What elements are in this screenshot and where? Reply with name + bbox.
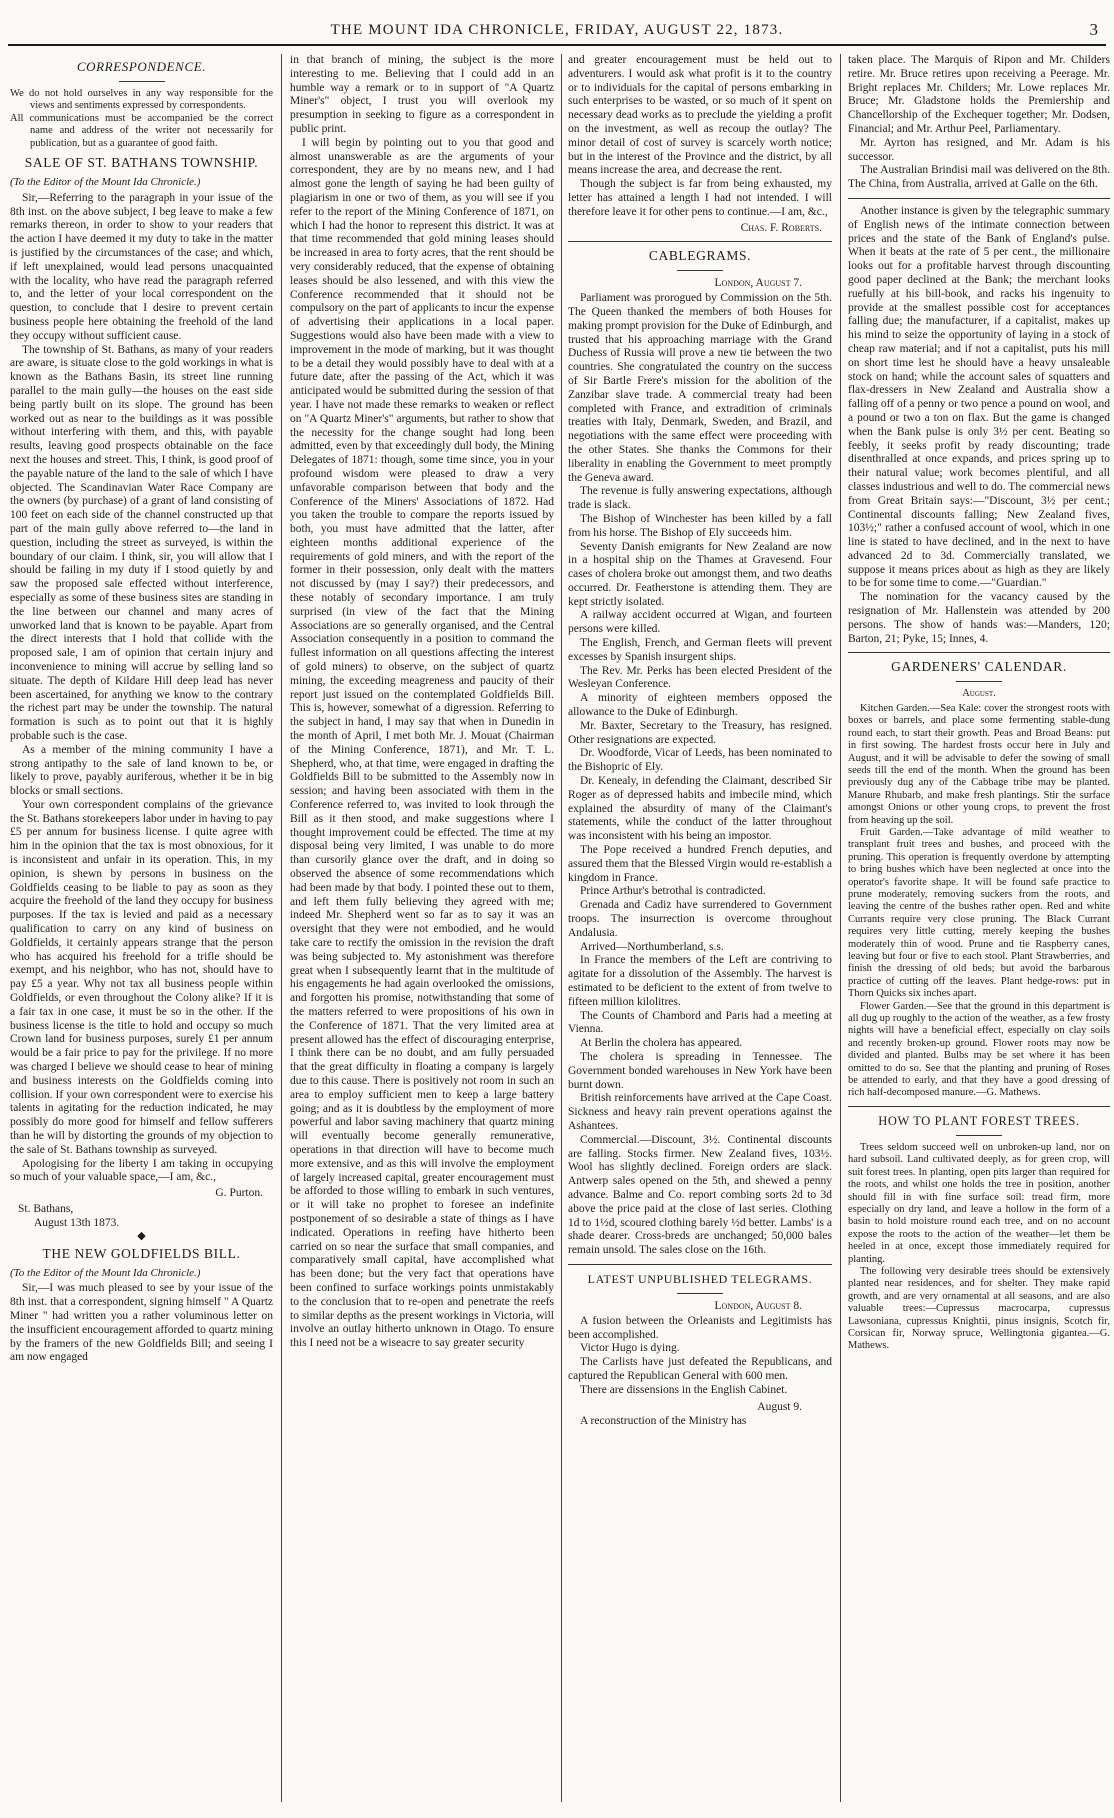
forest-paragraph: The following very desirable trees should be extensively planted near residences, and for shelter. They make rapid growth, and are very ornamental at all seasons, and are also valuable trees:—Cupressus macrocarpa, cupressus Lawsoniana, cupressus Knightii, pinus insignis, Scotch fir, Corsican fir, Norway spruce, Wellingtonia gigantea.—G. Mathews.: [848, 1265, 1110, 1352]
editor-address: (To the Editor of the Mount Ida Chronicle.): [10, 176, 201, 189]
divider: [568, 241, 832, 242]
news-item: Victor Hugo is dying.: [580, 1342, 680, 1355]
dateline: London, August 8.: [714, 1299, 802, 1312]
letter-paragraph: Though the subject is far from being exhausted, my letter has attained a length I had not intended. I will therefore leave it for other pens to continue.—I am, &c.,: [568, 178, 832, 218]
news-item: A railway accident occurred at Wigan, and fourteen persons were killed.: [568, 609, 832, 636]
letter-title: SALE OF ST. BATHANS TOWNSHIP.: [24, 155, 259, 171]
news-item: In France the members of the Left are contriving to agitate for a dissolution of the Assembly. The harvest is estimated to be deficient to the extent of from twelve to fifteen million kilolitres.: [568, 954, 832, 1008]
letter-paragraph: Sir,—Referring to the paragraph in your issue of the 8th inst. on the above subject, I beg leave to make a few remarks thereon, in order to show to your readers that the action I have deemed it my duty to take in the matter is justified by the circumstances of the case; and which, if left unexplained, would lead persons unacquainted with the locality, who have read the paragraph referred to, and the letter of your local correspondent on the question, to conclude that I desire to prevent certain business people here obtaining the freehold of the land they occupy without sufficient cause.: [10, 191, 273, 342]
news-item: A fusion between the Orleanists and Legitimists has been accomplished.: [568, 1314, 832, 1341]
divider: [956, 1135, 1002, 1136]
garden-paragraph: Fruit Garden.—Take advantage of mild weather to transplant fruit trees and bushes, and proceed with the pruning. This operation is frequently overdone by attempting to bring bushes which have been neglected at once into the operator's favorite shape. It will be found safe practice to prune moderately, removing suckers from the roots, and leaving the centre of the bushes rather open. Red and white Currants require very close pruning. The Black Currant requires very little cutting, merely keeping the bushes moderately thin of wood. Prune and tie Raspberry canes, leaving but four or five to each stool. Plant Strawberries, and finish the dressing of old beds; but avoid the barbarous practice of cutting off the leaves. Plant hedge-rows: put in Thorn Quicks six inches apart.: [848, 826, 1110, 1000]
letter-paragraph: As a member of the mining community I have a strong antipathy to the sale of land known to be, or likely to prove, payably auriferous, whether it be in big blocks or small sections.: [10, 743, 273, 798]
divider: [568, 1264, 832, 1265]
masthead: [8, 16, 1106, 46]
diamond-ornament: ◆: [137, 1229, 146, 1242]
disclaimer-note: We do not hold ourselves in any way responsible for the views and sentiments expressed by correspondents.: [10, 88, 273, 112]
forest-trees-heading: HOW TO PLANT FOREST TREES.: [878, 1113, 1080, 1128]
garden-paragraph: Kitchen Garden.—Sea Kale: cover the strongest roots with boxes or barrels, and place some fermenting stable-dung round each, to start their growth. Peas and Broad Beans: put in first sowing. The hardest frosts occur here in July and August, and it will be advisable to defer the sowing of small seeds till the end of the month. When the ground has been previously dug any of the Cabbage tribe may be planted. Manure Rhubarb, and make fresh plantings. Stir the surface amongst Onions or other young crops, to prevent the frost from heaving up the soil.: [848, 702, 1110, 826]
letter-signature: Chas. F. Roberts.: [740, 221, 822, 234]
news-item: A minority of eighteen members opposed the allowance to the Duke of Edinburgh.: [568, 692, 832, 719]
letter-place: St. Bathans,: [18, 1203, 74, 1215]
forest-paragraph: Trees seldom succeed well on unbroken-up land, nor on hard subsoil. Land cultivated deeply, as for green crop, will suit forest trees. In planting, open pits larger than required for the roots, and whilst one holds the tree in position, another should fill in with fine surface soil: tread firm, more especially on dry land, and leave a hollow in the form of a basin to hold moisture round each tree, and on no account expose the roots to the action of the weather—let them be heeled in at once, except those immediately required for planting.: [848, 1141, 1110, 1265]
letter-signature: G. Purton.: [215, 1187, 263, 1200]
correspondence-heading: CORRESPONDENCE.: [76, 59, 207, 74]
divider: [677, 270, 723, 271]
letter-paragraph: Apologising for the liberty I am taking in occupying so much of your valuable space,—I am, &c.,: [10, 1157, 273, 1184]
news-item: At Berlin the cholera has appeared.: [580, 1037, 743, 1050]
divider: [848, 1106, 1110, 1107]
month-subheading: August.: [962, 688, 996, 700]
news-item: The Carlists have just defeated the Republicans, and captured the Republican General with 600 men.: [568, 1356, 832, 1382]
editor-address: (To the Editor of the Mount Ida Chronicle.): [10, 1266, 201, 1279]
column-rule: [840, 54, 841, 1802]
article-paragraph: Another instance is given by the telegraphic summary of English news of the intimate connection between prices and the state of the Bank of England's pulse. When it beats at the rate of 5 per cent., the millionaire looks out for a profitable harvest through discounting good paper declined at the Bank; the merchant looks ruefully at his bill-book, and racks his ingenuity to provide at the smallest possible cost for acceptances falling due; the manufacturer, if a capitalist, makes up his mind to seize the opportunity of laying in a stock of cheap raw material; and if not a capitalist, puts his mill on short time lest he should have a heavy unsaleable stock on hand; while the account sales of squatters and flax-dressers in New Zealand and Australia show a falling off of a penny or two pence a pound on wool, and a pound or two a ton on flax. But the game is changed when the Bank pulse is only 3½ per cent. Beating so feebly, it seeks profit by ready discounting; trade disenthralled at once expands, and prices spring up to their natural value; work becomes plentiful, and all classes industrious and well to do. The commercial news from Great Britain says:—"Discount, 3½ per cent.; Continental discounts falling; New Zealand fives, 103½;" rather a confused account of wool, which in one line is stated to have declined, and in the next to have advanced 2d to 3d. Commercially translated, we suppose it means prices about as high as they are likely to be for some time to come.—"Guardian.": [848, 204, 1110, 590]
column-rule: [561, 54, 562, 1802]
column-rule: [281, 54, 282, 1802]
divider: [956, 681, 1002, 682]
gardeners-calendar-heading: GARDENERS' CALENDAR.: [891, 659, 1067, 675]
news-item: Mr. Baxter, Secretary to the Treasury, has resigned. Other resignations are expected.: [568, 719, 832, 746]
news-item: Seventy Danish emigrants for New Zealand are now in a hospital ship on the Thames at Gravesend. Four cases of cholera broke out amongst them, and two deaths occurred. Dr. Featherstone is attending them. They are kept strictly isolated.: [568, 540, 832, 608]
news-item: The English, French, and German fleets will prevent excesses by Spanish insurgent ships.: [568, 637, 832, 663]
garden-paragraph: Flower Garden.—See that the ground in this department is all dug up roughly to the action of the weather, as a few frosty nights will have a beneficial effect, especially on clay soils and recently broken-up ground. Flower roots may now be divided and planted. Bulbs may be set where it has been omitted to do so. See that the planting and pruning of Roses be attended to early, and that they have a good dressing of rich half-decomposed manure.—G. Mathews.: [848, 1000, 1110, 1099]
dateline: London, August 7.: [714, 277, 802, 290]
news-item: Mr. Ayrton has resigned, and Mr. Adam is his successor.: [848, 136, 1110, 163]
divider: [119, 81, 165, 82]
news-item: Dr. Woodforde, Vicar of Leeds, has been nominated to the Bishopric of Ely.: [568, 747, 832, 774]
page-number: 3: [1089, 20, 1098, 39]
letter-paragraph: I will begin by pointing out to you that good and almost unanswerable as are the arguments of your correspondent, they are by no means new, and I had almost gone the length of saying he had been guilty of plagiarism in one or two of them, as you will see if you refer to the report of the Mining Conference of 1871, on which I had the honor to represent this district. It was at that time recommended that gold mining leases should be increased in area to forty acres, that the rent should be very considerably reduced, that the expense of obtaining leases should be also lessened, and with this view the Conference recommended that it should not be compulsory on the part of applicants to incur the expense of advertising their applications in a local paper. Suggestions would also have been made with a view to improvement in the mode of marking, but it was thought to be a detail they would possibly have to deal with at a future date, after the passing of the Act, which it was anticipated would be submitted during the session of that year. I have not made these remarks to weaken or reflect on "A Quartz Miner's" arguments, but rather to show that the necessity for the change sought had long been admitted, even by that exceedingly dull body, the Mining Delegates of 1871: though, some time since, you in your profound wisdom were pleased to draw a very unfavorable comparison between that body and the Conference of the Miners' Associations of 1872. Had you taken the trouble to compare the reports issued by both, you must have admitted that the latter, after eighteen months additional experience of the requirements of gold miners, and with the report of the former in their possession, only dealt with the matters not discussed by (may I say?) their predecessors, and these notably of secondary importance. I am truly surprised (in view of the fact that the Mining Associations are so generally organised, and the Central Association consequently in a position to command the fullest information on all questions affecting the interest of gold miners) to observe, on the subject of quartz mining, the exceeding meagreness and paucity of their report just issued on the contemplated Goldfields Bill. This is, however, somewhat of a digression. Referring to the subject in hand, I may say that when in Dunedin in the month of April, I met both Mr. J. Mouat (Chairman of the Mining Conference, 1871), and Mr. T. L. Shepherd, who, at that time, were engaged in drafting the Goldfields Bill to be submitted to the Assembly now in session; and having been associated with them in the Conference referred to, was invited to look through the Bill as it then stood, and make suggestions where I thought improvement could be effected. The time at my disposal being very limited, I was unable to do more than cursorily glance over the draft, and in doing so observed the absence of some recommendations which had been made by that body. I pointed these out to them, and left them fully believing they agreed with me; indeed Mr. Shepherd went so far as to say it was an oversight that they were not embodied, and he would take care to rectify the omission in the revision the draft was being subjected to. My astonishment was therefore great when I subsequently learnt that in the multitude of his engagements he had again overlooked the omissions, and forgotten his promise, notwithstanding that some of the matters referred to were propositions of his own in the Conference of 1871. That the very limited area at present allowed has the effect of discouraging enterprise, I think there can be no doubt, and am fully persuaded that the great difficulty in floating a company is largely due to this cause. There is positively not room in such an area to employ sufficient men to keep a large battery going; and as it is doubtless by the employment of more powerful and labor saving machinery that quartz mining will eventually become generally remunerative, operations in that direction will have to become much more extensive, and as this will involve the employment of largely increased capital, greater encouragement must be afforded to those willing to embark in such ventures, or it will take no prophet to foresee an indefinite postponement of so desirable a state of things as I have indicated. Operations in reefing have hitherto been carried on so near the surface that small companies, and comparatively small capital, have accomplished what has been done; but the very fact that operations have been confined to surface workings points unmistakably to the conclusion that to re-open and penetrate the reefs to similar depths as the present workings in Victoria, will involve an outlay hitherto unknown in Otago. To ensure this I need not be a wiseacre to say greater security: [290, 136, 554, 1350]
letter-paragraph: Sir,—I was much pleased to see by your issue of the 8th inst. that a correspondent, signing himself " A Quartz Miner " had written you a rather voluminous letter on the insufficient encouragement afforded to quartz mining by the framers of the new Goldfields Bill; and seeing I am now engaged: [10, 1282, 273, 1364]
letter-paragraph: The township of St. Bathans, as many of your readers are aware, is situate close to the gold workings in what is known as the Bathans Basin, its street line running parallel to the main gully—the houses on the east side being partly built on its slope. The ground has been worked out as near to the buildings as it was possible without interfering with them, and this, with payable results, leaving good prospects obtainable on the face next the houses and street. This, I think, is good proof of the payable nature of the land to the sale of which I have objected. The Scandinavian Water Race Company are the owners (by purchase) of a grant of land consisting of 100 feet on each side of the channel constructed up that part of the main gully above referred to—the land in question, including the street as surveyed, is within the boundary of our claim. I think, sir, you will allow that I should be failing in my duty if I stood quietly by and saw the proposed sale effected without interference, especially as some of these business sites are standing in the line between our channel and many acres of unworked land that is known to be payable. Apart from the direct interests that I hold that collide with the proposed sale, I am of opinion that certain injury and inconvenience to mining will accrue by selling land so situate. The depth of Kildare Hill deep lead has never been ascertained, for anything we know to the contrary the richest part may be under the township. The natural formation is such as to point out that it is highly probable such is the case.: [10, 343, 273, 742]
disclaimer-note: All communications must be accompanied be the correct name and address of the writer not necessarily for publication, but as a guarantee of good faith.: [10, 112, 273, 149]
letter-paragraph: in that branch of mining, the subject is the more interesting to me. Believing that I could add in an humble way a remark or to in support of "A Quartz Miner's" object, I trust you will overlook my presumption in seeking to figure as a correspondent in public print.: [290, 54, 554, 135]
news-item: Prince Arthur's betrothal is contradicted.: [580, 885, 766, 898]
news-item: The Australian Brindisi mail was delivered on the 8th. The China, from Australia, arrived at Galle on the 6th.: [848, 164, 1110, 191]
divider: [848, 652, 1110, 653]
news-item: Dr. Kenealy, in defending the Claimant, described Sir Roger as of depressed habits and imbecile mind, which explained the absurdity of many of the Claimant's statements, while the conduct of the latter throughout was inconsistent with his being an impostor.: [568, 775, 832, 843]
column-1: [10, 54, 273, 1802]
news-item: Commercial.—Discount, 3½. Continental discounts are falling. Stocks firmer. New Zealand fives, 103½. Wool has slightly declined. Foreign orders are slack. Antwerp sales opened on the 5th, and shewed a penny advance. Balme and Co. report combing sorts 2d to 3d above the price paid at the close of last series. Clothing 1d to 1½d, scoured clothing barely ½d better. Lambs' is a shade dearer. Cross-breds are unchanged; 50,000 bales remain unsold. The sales close on the 16th.: [568, 1133, 832, 1257]
news-item: A reconstruction of the Ministry has: [580, 1415, 747, 1428]
news-item: British reinforcements have arrived at the Cape Coast. Sickness and heavy rain prevent operations against the Ashantees.: [568, 1092, 832, 1132]
cablegrams-heading: CABLEGRAMS.: [648, 248, 752, 264]
masthead-title: THE MOUNT IDA CHRONICLE, FRIDAY, AUGUST 22, 1873.: [330, 22, 784, 38]
column-4: [848, 54, 1110, 1802]
letter-paragraph: and greater encouragement must be held out to adventurers. I would ask what profit is it to the country or to individuals for the capital of persons embarking in such enterprises to be wasted, or so much of it spent on necessary dead works as to preclude the yielding a profit on the investment, as well as recoup the outlay? The minor detail of cost of survey is scarcely worth notice; but in the interest of the Province and the district, by all means increase the area, and decrease the rent.: [568, 54, 832, 177]
article-paragraph: The nomination for the vacancy caused by the resignation of Mr. Hallenstein was attended by 200 persons. The show of hands was:—Manders, 120; Barton, 21; Pyke, 15; Innes, 4.: [848, 591, 1110, 645]
news-item: The Counts of Chambord and Paris had a meeting at Vienna.: [568, 1009, 832, 1036]
news-item: The Pope received a hundred French deputies, and assured them that the Blessed Virgin would re-establish a kingdom in France.: [568, 844, 832, 884]
news-item: The revenue is fully answering expectations, although trade is slack.: [568, 485, 832, 512]
column-3: [568, 54, 832, 1802]
letter-paragraph: Your own correspondent complains of the grievance the St. Bathans storekeepers labor under in having to pay £5 per annum for business license. I quite agree with him in the opinion that the tax is most obnoxious, for it is inconsistent and unfair in its operation. This, in my opinion, is shewn by persons in business on the Goldfields ceasing to be liable to pay as soon as they acquire the freehold of the land they occupy for business purposes. If the tax is levied and paid as a necessary qualification to carry on any kind of business on Goldfields, it certainly appears strange that the person who has acquired his freehold for a trifle should be exempt, and his neighbor, who has not, should have to pay £5 a year. Why not tax all business people within Goldfields, or even throughout the Colony alike? If it is a fair tax in one case, it must be so in the other. If the business license is the title to hold and occupy so much Crown land for business purposes, surely £1 per annum would be a fair price to pay for the privilege. If no more was charged I believe we should cease to hear of mining and business interests on the Goldfields coming into collision. If your own correspondent were to exercise his talents in agitating for the reduction indicated, he may possibly do more good for himself and fellow sufferers than he will by distorting the grounds of my objection to the sale of St. Bathans township as surveyed.: [10, 798, 273, 1156]
column-2: [290, 54, 554, 1802]
news-item: taken place. The Marquis of Ripon and Mr. Childers retire. Mr. Bruce retires upon receiving a Peerage. Mr. Bright replaces Mr. Childers; Mr. Lowe replaces Mr. Bruce; Mr. Gladstone holds the Premiership and Chancellorship of the Exchequer together; Mr. Dodsen, Financial; and Mr. Arthur Peel, Parliamentary.: [848, 54, 1110, 135]
letter-title: THE NEW GOLDFIELDS BILL.: [42, 1245, 241, 1261]
news-item: There are dissensions in the English Cabinet.: [580, 1383, 788, 1396]
latest-telegrams-heading: LATEST UNPUBLISHED TELEGRAMS.: [587, 1271, 813, 1286]
news-item: The Bishop of Winchester has been killed by a fall from his horse. The Bishop of Ely succeeds him.: [568, 512, 832, 539]
news-item: Grenada and Cadiz have surrendered to Government troops. The insurrection is overcome throughout Andalusia.: [568, 899, 832, 939]
news-item: The Rev. Mr. Perks has been elected President of the Wesleyan Conference.: [568, 664, 832, 691]
news-item: The cholera is spreading in Tennessee. The Government bonded warehouses in New York have been burnt down.: [568, 1050, 832, 1091]
news-item: Parliament was prorogued by Commission on the 5th. The Queen thanked the members of both Houses for making prompt provision for the Duke of Edinburgh, and trusted that his approaching marriage with the Grand Duchess of Russia will prove a new tie between the two countries. She congratulated the country on the success of Sir Bartle Frere's mission for the abolition of the Zanzibar slave trade. A commercial treaty had been completed with France, and extradition of criminals treaties with Italy, Denmark, Sweden, and Brazil, and negotiations with the same effect were proceeding with the other States. She thanks the Commons for their liberality in enabling the Government to meet promptly the Geneva award.: [568, 292, 832, 484]
letter-date: August 13th 1873.: [34, 1216, 120, 1229]
news-item: Arrived—Northumberland, s.s.: [580, 940, 724, 953]
divider: [677, 1293, 723, 1294]
dateline: August 9.: [757, 1400, 802, 1413]
divider: [848, 198, 1110, 199]
